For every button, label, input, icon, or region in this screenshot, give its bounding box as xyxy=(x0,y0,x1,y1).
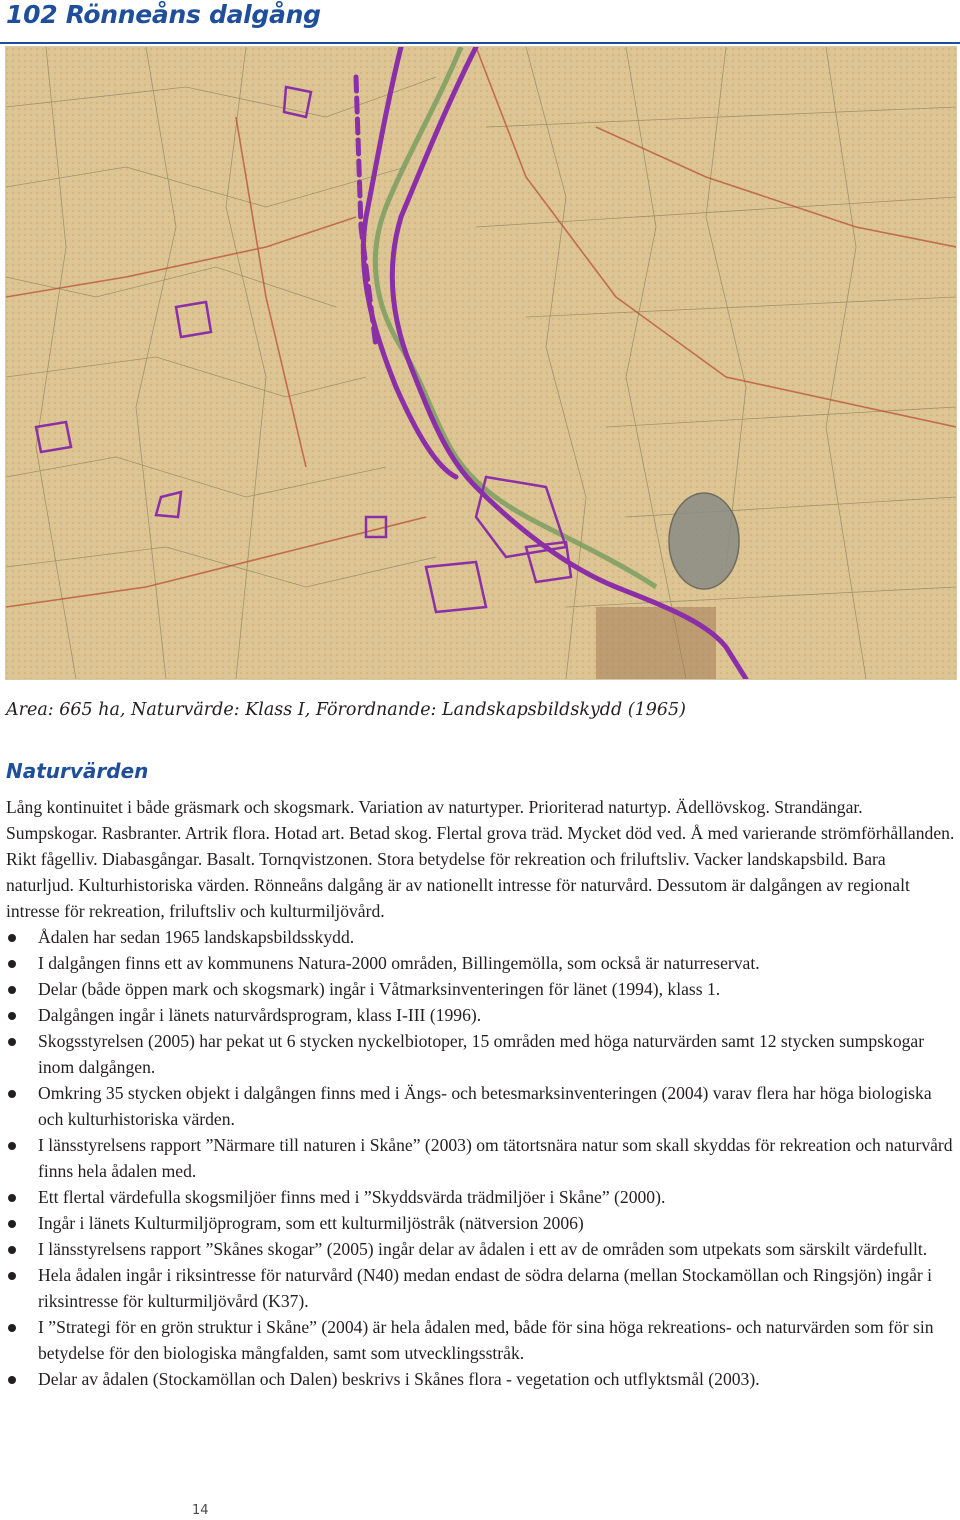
list-item xyxy=(6,924,956,950)
bullet-icon xyxy=(8,1090,16,1098)
bullet-icon xyxy=(8,1038,16,1046)
list-item-text: Dalgången ingår i länets naturvårdsprogram, klass I-III (1996). xyxy=(38,1005,482,1025)
list-item-text: Ingår i länets Kulturmiljöprogram, som ett kulturmiljöstråk (nätversion 2006) xyxy=(38,1213,584,1233)
page-title: 102 Rönneåns dalgång xyxy=(6,0,321,29)
list-item xyxy=(6,1314,956,1366)
wetland-area xyxy=(669,493,739,589)
list-item-text: I ”Strategi för en grön struktur i Skåne” (2004) är hela ådalen med, både för sina höga rekreations- och naturvärden som för sin betydelse för den biologiska mångfalden, samt som utvecklingsstråk. xyxy=(38,1317,934,1363)
bullet-icon xyxy=(8,1272,16,1280)
list-item xyxy=(6,1002,956,1028)
bullet-icon xyxy=(8,1142,16,1150)
page-number: 14 xyxy=(192,1503,209,1518)
list-item-text: I länsstyrelsens rapport ”Närmare till naturen i Skåne” (2003) om tätortsnära natur som skall skyddas för rekreation och naturvård finns hela ådalen med. xyxy=(38,1135,953,1181)
list-item xyxy=(6,1262,956,1314)
list-item-text: Delar av ådalen (Stockamöllan och Dalen) beskrivs i Skånes flora - vegetation och utflyktsmål (2003). xyxy=(38,1369,760,1389)
list-item xyxy=(6,950,956,976)
list-item xyxy=(6,1132,956,1184)
intro-paragraph: Lång kontinuitet i både gräsmark och skogsmark. Variation av naturtyper. Prioriterad naturtyp. Ädellövskog. Strandängar. Sumpskogar. Rasbranter. Artrik flora. Hotad art. Betad skog. Flertal grova träd. Mycket död ved. Å med varierande strömförhållanden. Rikt fågelliv. Diabasgångar. Basalt. Tornqvistzonen. Stora betydelse för rekreation och friluftsliv. Vacker landskapsbild. Bara naturljud. Kulturhistoriska värden. Rönneåns dalgång är av nationellt intresse för naturvård. Dessutom är dalgången av regionalt intresse för rekreation, friluftsliv och kulturmiljövård. xyxy=(6,797,955,921)
bullet-icon xyxy=(8,1194,16,1202)
list-item xyxy=(6,1236,956,1262)
list-item-text: I dalgången finns ett av kommunens Natura-2000 områden, Billingemölla, som också är naturreservat. xyxy=(38,953,760,973)
bullet-icon xyxy=(8,1324,16,1332)
list-item-text: Hela ådalen ingår i riksintresse för naturvård (N40) medan endast de södra delarna (mellan Stockamöllan och Ringsjön) ingår i riksintresse för kulturmiljövård (K37). xyxy=(38,1265,933,1311)
list-item-text: Ett flertal värdefulla skogsmiljöer finns med i ”Skyddsvärda trädmiljöer i Skåne” (2000). xyxy=(38,1187,666,1207)
bullet-list xyxy=(6,924,956,1392)
section-heading: Naturvärden xyxy=(6,759,149,783)
bullet-icon xyxy=(8,1246,16,1254)
list-item-text: Omkring 35 stycken objekt i dalgången finns med i Ängs- och betesmarksinventeringen (2004) varav flera har höga biologiska och kulturhistoriska värden. xyxy=(38,1083,932,1129)
list-item-text: Skogsstyrelsen (2005) har pekat ut 6 stycken nyckelbiotoper, 15 områden med höga naturvärden samt 12 stycken sumpskogar inom dalgången. xyxy=(38,1031,925,1077)
list-item-text: Delar (både öppen mark och skogsmark) ingår i Våtmarksinventeringen för länet (1994), klass 1. xyxy=(38,979,721,999)
list-item xyxy=(6,1028,956,1080)
bullet-icon xyxy=(8,1376,16,1384)
map-image xyxy=(5,46,957,680)
area-info: Area: 665 ha, Naturvärde: Klass I, Förordnande: Landskapsbildskydd (1965) xyxy=(6,700,686,720)
list-item xyxy=(6,1366,956,1392)
bullet-icon xyxy=(8,1012,16,1020)
bullet-icon xyxy=(8,1220,16,1228)
list-item xyxy=(6,1080,956,1132)
bullet-icon xyxy=(8,934,16,942)
list-item xyxy=(6,1184,956,1210)
title-rule xyxy=(0,42,960,44)
bullet-icon xyxy=(8,986,16,994)
list-item xyxy=(6,1210,956,1236)
hatched-field xyxy=(596,607,716,679)
list-item-text: I länsstyrelsens rapport ”Skånes skogar” (2005) ingår delar av ådalen i ett av de områden som utpekats som särskilt värdefullt. xyxy=(38,1239,928,1259)
list-item-text: Ådalen har sedan 1965 landskapsbildsskydd. xyxy=(38,927,355,947)
bullet-icon xyxy=(8,960,16,968)
body-text xyxy=(6,794,956,1392)
list-item xyxy=(6,976,956,1002)
